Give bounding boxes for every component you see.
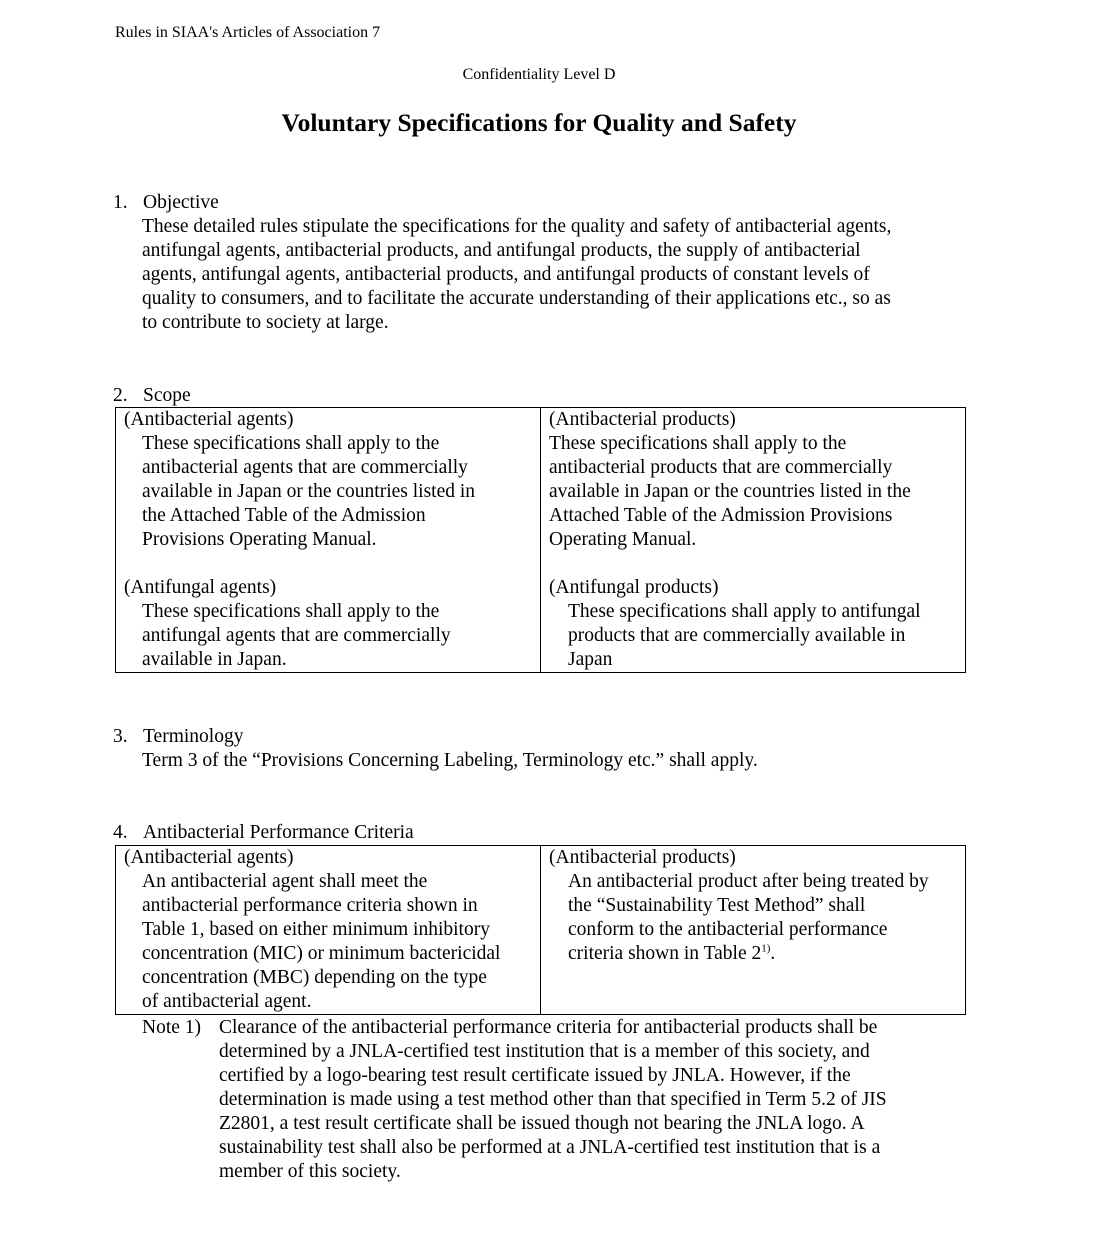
objective-line: quality to consumers, and to facilitate the accurate understanding of their applications etc., so as <box>142 288 891 309</box>
scope-cell-agents <box>116 408 541 673</box>
cell-line: concentration (MIC) or minimum bactericidal <box>142 943 501 964</box>
objective-line: to contribute to society at large. <box>142 312 389 333</box>
criteria-table <box>115 845 966 1015</box>
section-title: Terminology <box>143 726 244 747</box>
section-number: 4. <box>113 822 128 843</box>
antibacterial-agents-label: (Antibacterial agents) <box>124 847 294 868</box>
section-number: 1. <box>113 192 128 213</box>
cell-line-text: criteria shown in Table 2 <box>568 943 762 964</box>
footnote-line: Z2801, a test result certificate shall be issued though not bearing the JNLA logo. A <box>219 1113 865 1134</box>
cell-line: Japan <box>568 649 613 670</box>
cell-line: These specifications shall apply to the <box>549 433 847 454</box>
section-title: Antibacterial Performance Criteria <box>143 822 414 843</box>
page-title: Voluntary Specifications for Quality and Safety <box>281 108 797 137</box>
objective-line: antifungal agents, antibacterial products, and antifungal products, the supply of antibacterial <box>142 240 861 261</box>
section-terminology-heading <box>113 725 243 749</box>
antifungal-agents-label: (Antifungal agents) <box>124 577 277 598</box>
footnote-reference: 1) <box>761 942 771 955</box>
cell-line <box>568 942 965 966</box>
cell-line: Table 1, based on either minimum inhibitory <box>142 919 490 940</box>
cell-line: antibacterial products that are commercially <box>549 457 893 478</box>
antibacterial-products-label: (Antibacterial products) <box>549 847 736 868</box>
cell-line: These specifications shall apply to the <box>142 601 440 622</box>
antibacterial-agents-label: (Antibacterial agents) <box>124 409 294 430</box>
objective-body <box>142 215 891 335</box>
antifungal-products-label: (Antifungal products) <box>549 577 719 598</box>
footnote-line: determination is made using a test method other than that specified in Term 5.2 of JIS <box>219 1089 887 1110</box>
footnote-line: certified by a logo-bearing test result certificate issued by JNLA. However, if the <box>219 1065 851 1086</box>
criteria-cell-products <box>541 846 966 1015</box>
confidentiality-level: Confidentiality Level D <box>462 66 616 83</box>
footnote-line: determined by a JNLA-certified test institution that is a member of this society, and <box>219 1041 870 1062</box>
cell-line-suffix: . <box>770 943 776 964</box>
objective-line: agents, antifungal agents, antibacterial products, and antifungal products of constant levels of <box>142 264 870 285</box>
cell-line: antibacterial agents that are commercially <box>142 457 468 478</box>
section-title: Objective <box>143 192 219 213</box>
antibacterial-products-label: (Antibacterial products) <box>549 409 736 430</box>
cell-line: Operating Manual. <box>549 529 697 550</box>
footnote-label: Note 1) <box>142 1017 202 1038</box>
cell-line: An antibacterial agent shall meet the <box>142 871 428 892</box>
section-title: Scope <box>143 385 191 406</box>
cell-line: available in Japan. <box>142 649 287 670</box>
section-scope-heading <box>113 384 191 408</box>
section-objective-heading <box>113 191 219 215</box>
section-number: 3. <box>113 726 128 747</box>
cell-line: antifungal agents that are commercially <box>142 625 451 646</box>
cell-line: antibacterial performance criteria shown in <box>142 895 478 916</box>
cell-line: Provisions Operating Manual. <box>142 529 377 550</box>
section-number: 2. <box>113 385 128 406</box>
cell-line: An antibacterial product after being treated by <box>568 871 929 892</box>
section-criteria-heading <box>113 821 414 845</box>
cell-line: the “Sustainability Test Method” shall <box>568 895 866 916</box>
objective-line: These detailed rules stipulate the specifications for the quality and safety of antibacterial agents, <box>142 216 892 237</box>
cell-line: conform to the antibacterial performance <box>568 919 888 940</box>
footnote-line: member of this society. <box>219 1161 401 1182</box>
footnote-line: sustainability test shall also be performed at a JNLA-certified test institution that is a <box>219 1137 881 1158</box>
rules-header: Rules in SIAA's Articles of Association 7 <box>115 24 381 41</box>
cell-line: concentration (MBC) depending on the type <box>142 967 487 988</box>
cell-line: of antibacterial agent. <box>142 991 312 1012</box>
cell-line: Attached Table of the Admission Provisions <box>549 505 893 526</box>
cell-line: products that are commercially available in <box>568 625 906 646</box>
footnote-text <box>219 1016 979 1184</box>
cell-line: available in Japan or the countries listed in the <box>549 481 911 502</box>
terminology-body <box>142 749 758 773</box>
cell-line: available in Japan or the countries listed in <box>142 481 476 502</box>
scope-table <box>115 407 966 673</box>
criteria-cell-agents <box>116 846 541 1015</box>
footnote-line: Clearance of the antibacterial performance criteria for antibacterial products shall be <box>219 1017 878 1038</box>
terminology-text: Term 3 of the “Provisions Concerning Labeling, Terminology etc.” shall apply. <box>142 750 758 771</box>
scope-cell-products <box>541 408 966 673</box>
cell-line: These specifications shall apply to the <box>142 433 440 454</box>
cell-line: the Attached Table of the Admission <box>142 505 426 526</box>
cell-line: These specifications shall apply to antifungal <box>568 601 921 622</box>
